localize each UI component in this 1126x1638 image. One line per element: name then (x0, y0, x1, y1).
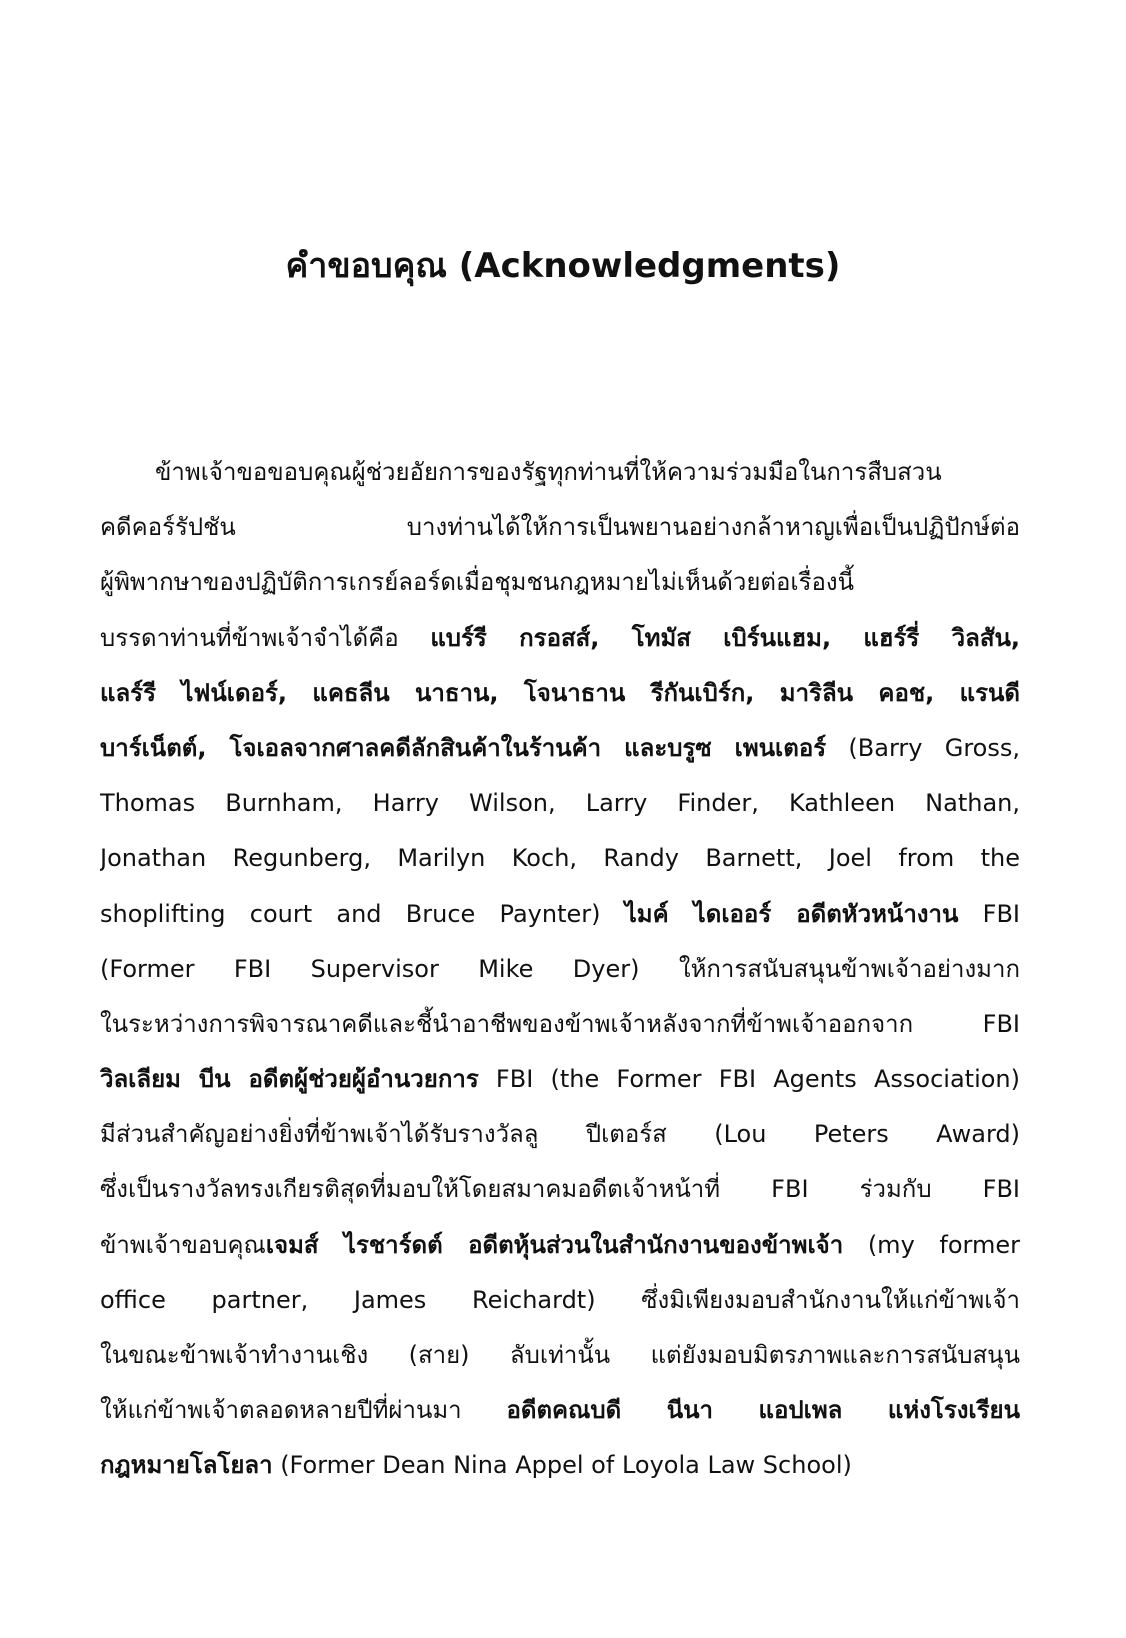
bold-text-segment: แลร์รี ไฟน์เดอร์, แคธลีน นาธาน, โจนาธาน รีกันเบิร์ก, มาริลีน คอช, แรนดี (100, 678, 1020, 707)
bold-text-segment: ไมค์ ไดเออร์ อดีตหัวหน้างาน (624, 899, 959, 928)
text-segment: (Barry Gross, (826, 733, 1020, 762)
text-line (100, 445, 1020, 500)
text-line (100, 1052, 1020, 1107)
text-line (100, 721, 1020, 776)
text-line (100, 1107, 1020, 1162)
text-segment: คดีคอร์รัปชัน บางท่านได้ให้การเป็นพยานอย่างกล้าหาญเพื่อเป็นปฏิปักษ์ต่อ (100, 513, 1020, 542)
text-segment: มีส่วนสำคัญอย่างยิ่งที่ข้าพเจ้าได้รับรางวัลลู ปีเตอร์ส (Lou Peters Award) (100, 1120, 1020, 1149)
page-title: คำขอบคุณ (Acknowledgments) (285, 246, 841, 286)
bold-text-segment: เจมส์ ไรชาร์ดต์ อดีตหุ้นส่วนในสำนักงานของข้าพเจ้า (265, 1230, 844, 1259)
bold-text-segment: แบร์รี กรอสส์, โทมัส เบิร์นแฮม, แฮร์รี่ วิลสัน, (430, 623, 1020, 652)
text-segment: FBI (958, 899, 1020, 928)
text-line (100, 1162, 1020, 1217)
text-segment: Thomas Burnham, Harry Wilson, Larry Finder, Kathleen Nathan, (100, 789, 1020, 818)
text-segment: (Former FBI Supervisor Mike Dyer) ให้การสนับสนุนข้าพเจ้าอย่างมาก (100, 954, 1020, 983)
text-segment: ให้แก่ข้าพเจ้าตลอดหลายปีที่ผ่านมา (100, 1396, 507, 1425)
text-line (100, 997, 1020, 1052)
text-segment: office partner, James Reichardt) ซึ่งมิเพียงมอบสำนักงานให้แก่ข้าพเจ้า (100, 1285, 1020, 1314)
text-line (100, 500, 1020, 555)
text-line (100, 887, 1020, 942)
bold-text-segment: วิลเลียม บีน อดีตผู้ช่วยผู้อำนวยการ (100, 1065, 479, 1094)
bold-text-segment: กฎหมายโลโยลา (100, 1451, 273, 1480)
bold-text-segment: บาร์เน็ตต์, โจเอลจากศาลคดีลักสินค้าในร้านค้า และบรูซ เพนเตอร์ (100, 733, 827, 762)
text-segment: ผู้พิพากษาของปฏิบัติการเกรย์ลอร์ดเมื่อชุมชนกฎหมายไม่เห็นด้วยต่อเรื่องนี้ (100, 568, 855, 597)
text-line (100, 1383, 1020, 1438)
text-segment: FBI (the Former FBI Agents Association) (478, 1065, 1020, 1094)
text-line (100, 776, 1020, 831)
text-segment: ในขณะข้าพเจ้าทำงานเชิง (สาย) ลับเท่านั้น แต่ยังมอบมิตรภาพและการสนับสนุน (100, 1341, 1020, 1369)
text-line (100, 611, 1020, 666)
text-segment: ในระหว่างการพิจารณาคดีและชี้นำอาชีพของข้าพเจ้าหลังจากที่ข้าพเจ้าออกจาก FBI (100, 1009, 1020, 1038)
text-segment: ซึ่งเป็นรางวัลทรงเกียรติสุดที่มอบให้โดยสมาคมอดีตเจ้าหน้าที่ FBI ร่วมกับ FBI (100, 1175, 1020, 1204)
text-segment: บรรดาท่านที่ข้าพเจ้าจำได้คือ (100, 623, 431, 652)
text-line (100, 1218, 1020, 1273)
text-line (100, 666, 1020, 721)
text-line (100, 831, 1020, 886)
text-segment: shoplifting court and Bruce Paynter) (100, 899, 625, 928)
text-segment: (Former Dean Nina Appel of Loyola Law School) (272, 1451, 852, 1480)
text-segment: (my former (843, 1230, 1020, 1259)
text-segment: ข้าพเจ้าขอบคุณ (100, 1230, 266, 1259)
acknowledgments-paragraph (100, 445, 1020, 1494)
text-segment: ข้าพเจ้าขอขอบคุณผู้ช่วยอัยการของรัฐทุกท่านที่ให้ความร่วมมือในการสืบสวน (155, 458, 942, 486)
text-line (100, 555, 1020, 610)
text-line (100, 1273, 1020, 1328)
text-line (100, 942, 1020, 997)
text-segment: Jonathan Regunberg, Marilyn Koch, Randy Barnett, Joel from the (100, 844, 1020, 873)
text-line (100, 1328, 1020, 1383)
bold-text-segment: อดีตคณบดี นีนา แอปเพล แห่งโรงเรียน (506, 1396, 1020, 1425)
text-line (100, 1438, 1020, 1493)
